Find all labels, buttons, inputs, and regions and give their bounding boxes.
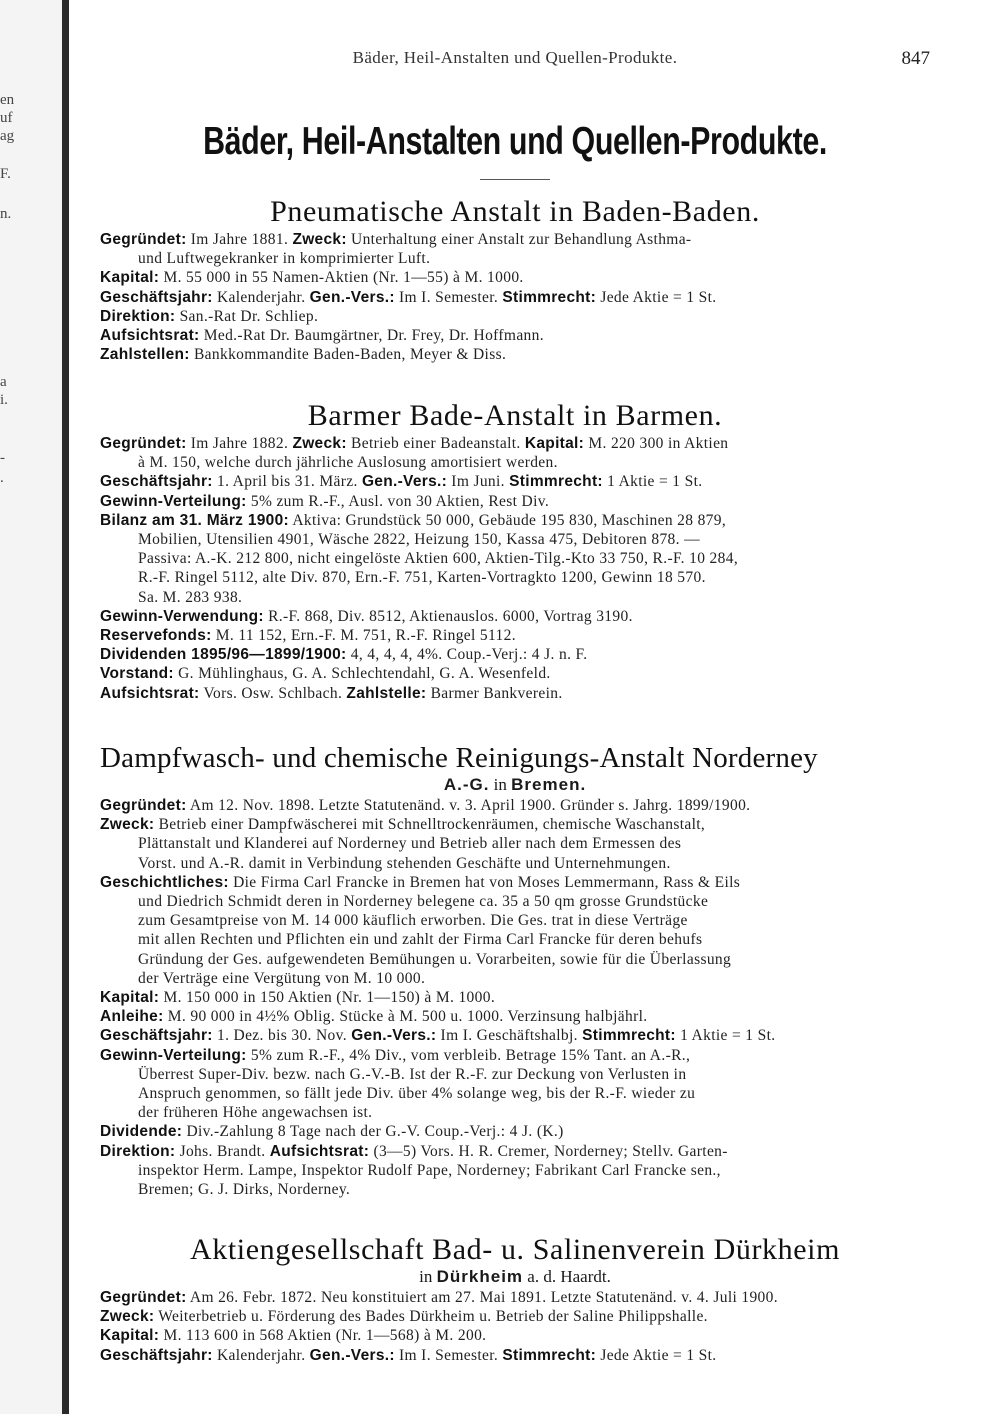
field-value: 1. Dez. bis 30. Nov. [212,1027,352,1045]
field-value: Betrieb einer Badeanstalt. [346,435,525,452]
field-value: Die Firma Carl Francke in Bremen hat von Moses Lemmermann, Rass & Eils [228,873,741,891]
entry-line [100,1326,930,1345]
field-label: Anleihe: [100,1008,164,1026]
field-value: Bankkommandite Baden-Baden, Meyer & Diss. [189,346,507,364]
field-label: Gegründet: [100,435,187,452]
entry-line [100,434,930,453]
field-label: Gen.-Vers.: [351,1027,437,1045]
field-value: Im Juni. [447,473,510,491]
field-label: Zweck: [100,1308,155,1326]
field-label: Kapital: [100,269,160,287]
field-label: Direktion: [100,1142,176,1160]
field-label: Gen.-Vers.: [309,288,395,306]
margin-fragment: a [0,374,7,390]
entry-title: Aktiengesellschaft Bad- u. Salinenverein Dürkheim [189,1233,841,1266]
subtitle-part: in [489,775,512,794]
entry-title: Pneumatische Anstalt in Baden-Baden. [270,195,760,228]
entry-line [100,607,930,626]
field-label: Aufsichtsrat: [269,1142,370,1160]
field-value: 1 Aktie = 1 St. [602,473,703,491]
entry-line: mit allen Rechten und Pflichten ein und zahlt der Firma Carl Francke für deren behufs [138,931,703,949]
entry-line: Sa. M. 283 938. [138,588,243,606]
entry-line [100,1046,930,1065]
subtitle-part: Bremen. [511,775,587,794]
entry-line [100,815,930,834]
field-value: (3—5) Vors. H. R. Cremer, Norderney; Stellv. Garten- [369,1142,728,1160]
field-label: Gewinn-Verteilung: [100,1046,247,1064]
entry-line: Anspruch genommen, so fällt jede Div. über 4% solange weg, bis der R.-F. wieder zu [138,1085,696,1103]
field-value: Betrieb einer Dampfwäscherei mit Schnelltrockenräumen, chemische Waschanstalt, [154,816,706,834]
entry-line: R.-F. Ringel 5112, alte Div. 870, Ern.-F. 751, Karten-Vortragkto 1200, Gewinn 18 570. [138,569,706,587]
field-value: M. 113 600 in 568 Aktien (Nr. 1—568) à M. 200. [159,1327,487,1345]
field-value: Med.-Rat Dr. Baumgärtner, Dr. Frey, Dr. Hoffmann. [199,327,544,345]
entry-line [100,268,930,287]
field-value: M. 55 000 in 55 Namen-Aktien (Nr. 1—55) à M. 1000. [159,269,524,287]
entry-title: Barmer Bade-Anstalt in Barmen. [307,399,723,432]
field-label: Gegründet: [100,797,187,814]
entry-line [100,288,930,307]
field-label: Geschichtliches: [100,873,229,891]
entry-line [100,230,930,249]
field-label: Gegründet: [100,1289,187,1306]
field-value: M. 150 000 in 150 Aktien (Nr. 1—150) à M. 1000. [159,989,496,1007]
entry-line [100,326,930,345]
field-value: Div.-Zahlung 8 Tage nach der G.-V. Coup.-Verj.: 4 J. (K.) [182,1123,564,1141]
binding-gutter [62,0,69,1414]
subtitle-part: in [419,1267,437,1286]
left-page-margin [0,0,62,1414]
field-value: Am 26. Febr. 1872. Neu konstituiert am 27. Mai 1891. Letzte Statutenänd. v. 4. Juli 1900. [186,1289,778,1306]
entry-line: Bremen; G. J. Dirks, Norderney. [138,1181,351,1199]
entry-line [100,988,930,1007]
field-label: Geschäftsjahr: [100,473,213,491]
page-number: 847 [901,48,930,69]
field-value: Aktiva: Grundstück 50 000, Gebäude 195 830, Maschinen 28 879, [288,511,727,529]
entry-line [100,1007,930,1026]
field-label: Zweck: [100,816,155,834]
field-label: Gen.-Vers.: [309,1346,395,1364]
entry-line: à M. 150, welche durch jährliche Auslosung amortisiert werden. [138,454,558,472]
field-value: Im I. Semester. [394,288,503,306]
entry-line: und Luftwegekranker in komprimierter Luft. [138,250,431,268]
entry-line [100,626,930,645]
entry-line: Plättanstalt und Klanderei auf Norderney und Betrieb aller nach dem Ermessen des [138,835,682,853]
field-value: R.-F. 868, Div. 8512, Aktienauslos. 6000, Vortrag 3190. [263,607,633,625]
entry-barmer-bade-anstalt [100,398,930,703]
field-label: Zahlstelle: [346,684,427,702]
entry-line [100,345,930,364]
entry-line [100,1346,930,1365]
field-label: Bilanz am 31. März 1900: [100,511,289,529]
entry-line [100,492,930,511]
entry-line [100,1122,930,1141]
entry-dampfwasch-anstalt-norderney [100,740,930,1199]
entry-line: der früheren Höhe angewachsen ist. [138,1104,373,1122]
field-label: Aufsichtsrat: [100,684,200,702]
field-value: M. 90 000 in 4½% Oblig. Stücke à M. 500 u. 1000. Verzinsung halbjährl. [163,1008,648,1026]
entry-pneumatische-anstalt [100,194,930,364]
entry-subtitle [100,774,930,796]
entry-subtitle [100,1266,930,1288]
entry-line [100,307,930,326]
field-value: 1. April bis 31. März. [212,473,362,491]
field-label: Kapital: [100,1327,160,1345]
field-label: Kapital: [524,435,585,452]
field-value: G. Mühlinghaus, G. A. Schlechtendahl, G. A. Wesenfeld. [173,665,551,683]
subtitle-part: Dürkheim [436,1267,524,1286]
margin-fragment: en [0,92,15,108]
field-value: 5% zum R.-F., 4% Div., vom verbleib. Betrage 15% Tant. an A.-R., [246,1046,691,1064]
entry-line: Vorst. und A.-R. damit in Verbindung stehenden Geschäfte und Unternehmungen. [138,854,671,872]
field-value: 5% zum R.-F., Ausl. von 30 Aktien, Rest Div. [246,492,550,510]
field-label: Geschäftsjahr: [100,288,213,306]
field-label: Dividende: [100,1123,183,1141]
entry-line [100,873,930,892]
field-value: Barmer Bankverein. [426,684,563,702]
field-label: Direktion: [100,307,176,325]
field-value: M. 11 152, Ern.-F. M. 751, R.-F. Ringel 5112. [211,627,516,645]
field-value: Weiterbetrieb u. Förderung des Bades Dürkheim u. Betrieb der Saline Philippshalle. [154,1308,708,1326]
entry-line: Überrest Super-Div. bezw. nach G.-V.-B. Ist der R.-F. zur Deckung von Verlusten in [138,1065,687,1083]
field-label: Geschäftsjahr: [100,1346,213,1364]
entry-line [100,511,930,530]
field-value: M. 220 300 in Aktien [584,435,729,452]
field-value: 4, 4, 4, 4, 4%. Coup.-Verj.: 4 J. n. F. [346,646,588,664]
margin-fragment: F. [0,166,11,182]
subtitle-part: A.-G. [443,775,490,794]
margin-fragment: uf [0,110,13,126]
margin-fragment: . [0,470,4,486]
heading-rule [480,179,550,180]
field-label: Stimmrecht: [582,1027,676,1045]
field-value: 1 Aktie = 1 St. [675,1027,776,1045]
entry-line [100,664,930,683]
field-value: Am 12. Nov. 1898. Letzte Statutenänd. v. 3. April 1900. Gründer s. Jahrg. 1899/1900. [186,797,751,814]
entry-line: Mobilien, Utensilien 4901, Wäsche 2822, Heizung 150, Kassa 475, Debitoren 878. — [138,531,700,549]
entry-line [100,1307,930,1326]
margin-fragment: i. [0,392,8,408]
entry-line: Passiva: A.-K. 212 800, nicht eingelöste Aktien 600, Aktien-Tilg.-Kto 33 750, R.-F. 10 284, [138,550,739,568]
entry-line [100,645,930,664]
entry-line: Gründung der Ges. aufgewendeten Bemühungen u. Vorarbeiten, sowie für die Überlassung [138,950,732,968]
entry-line: und Diedrich Schmidt deren in Norderney belegene ca. 35 a 50 qm grosse Grundstücke [138,893,709,911]
entry-line: inspektor Herm. Lampe, Inspektor Rudolf Pape, Norderney; Fabrikant Carl Francke sen., [138,1161,721,1179]
subtitle-part: a. d. Haardt. [523,1267,611,1286]
field-value: Jede Aktie = 1 St. [596,1346,717,1364]
margin-fragment: ag [0,128,15,144]
field-value: Johs. Brandt. [175,1142,270,1160]
field-label: Reservefonds: [100,627,212,645]
field-label: Zweck: [292,435,347,452]
entry-line: der Verträge eine Vergütung von M. 10 000. [138,969,426,987]
field-label: Stimmrecht: [502,288,597,306]
field-label: Vorstand: [100,665,174,683]
entry-line [100,1142,930,1161]
field-label: Dividenden 1895/96—1899/1900: [100,646,347,664]
field-label: Aufsichtsrat: [100,327,200,345]
entry-line [100,684,930,703]
field-label: Gen.-Vers.: [361,473,448,491]
field-value: Im Jahre 1882. [186,435,293,452]
field-label: Gewinn-Verteilung: [100,492,247,510]
field-label: Gegründet: [100,231,187,248]
field-value: Kalenderjahr. [212,288,310,306]
entry-line [100,796,930,815]
main-heading: Bäder, Heil-Anstalten und Quellen-Produkte. [203,120,827,163]
entry-line: zum Gesamtpreise von M. 14 000 käuflich erworben. Die Ges. trat in diese Verträge [138,912,688,930]
field-label: Gewinn-Verwendung: [100,607,264,625]
field-label: Kapital: [100,989,160,1007]
margin-fragment: - [0,450,5,466]
field-value: Jede Aktie = 1 St. [596,288,717,306]
field-value: Kalenderjahr. [212,1346,310,1364]
margin-fragment: n. [0,206,12,222]
field-value: Im I. Semester. [394,1346,503,1364]
running-header [100,48,930,72]
field-value: Im I. Geschäftshalbj. [436,1027,583,1045]
entry-bad-salinenverein-duerkheim [100,1232,930,1365]
field-label: Geschäftsjahr: [100,1027,213,1045]
field-value: Im Jahre 1881. [186,231,293,248]
field-value: Unterhaltung einer Anstalt zur Behandlung Asthma- [346,231,692,248]
field-label: Stimmrecht: [509,473,603,491]
running-title: Bäder, Heil-Anstalten und Quellen-Produkte. [352,48,678,67]
field-value: Vors. Osw. Schlbach. [199,684,347,702]
field-label: Zahlstellen: [100,346,190,364]
entry-line [100,1288,930,1307]
field-value: San.-Rat Dr. Schliep. [175,307,319,325]
entry-line [100,1026,930,1045]
field-label: Zweck: [292,231,347,248]
field-label: Stimmrecht: [502,1346,597,1364]
entry-title: Dampfwasch- und chemische Reinigungs-Anstalt Norderney [100,742,818,774]
entry-line [100,472,930,491]
